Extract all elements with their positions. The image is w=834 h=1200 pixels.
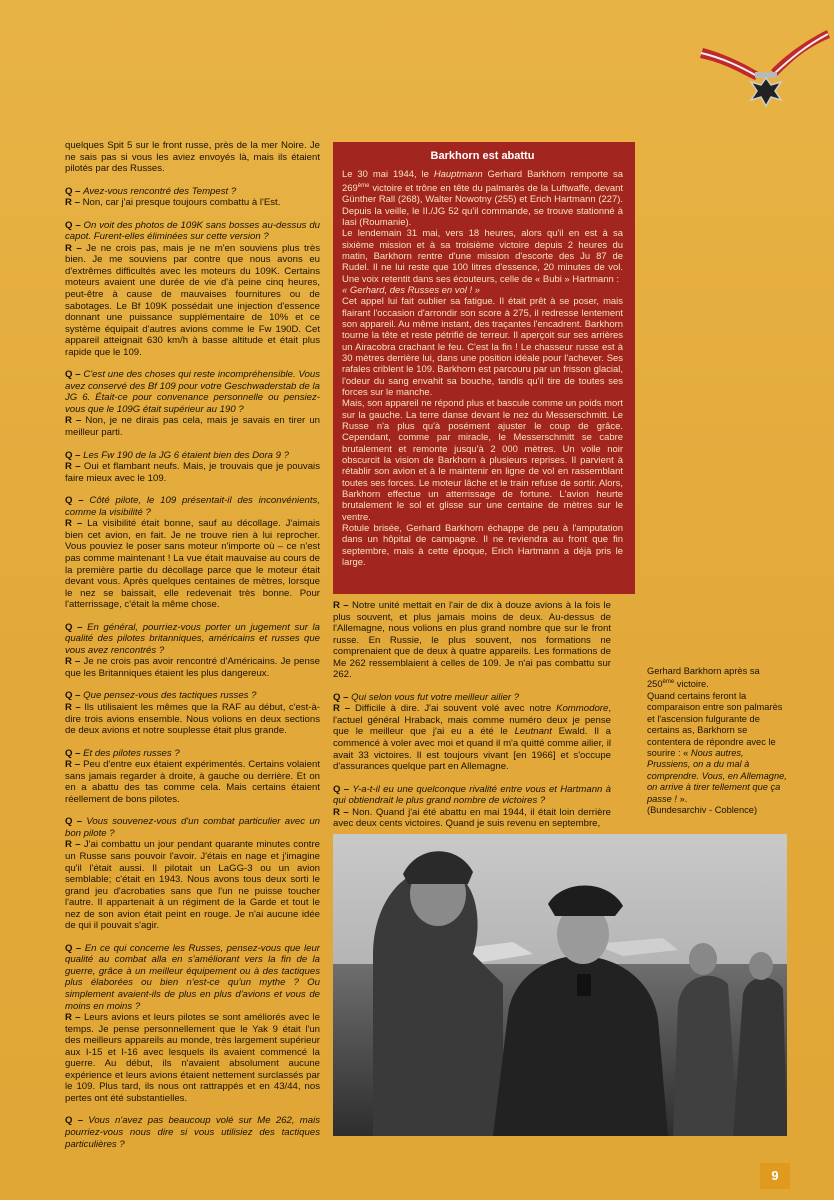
knights-cross-ribbon-icon	[695, 18, 834, 113]
answer: R – Difficile à dire. J'ai souvent volé avec notre Kommodore, l'actuel général Hraback, mais comme numéro deux je pense que le meilleur que j'ai eu a été le Leutnant Ewald. Il a commencé à voler avec moi et quand il m'a quitté comme ailier, il avait 33 victoires. Il est toujours vivant [en 1966] et s'occupe d'assurances quelque part en Allemagne.	[333, 703, 611, 773]
answer: R – La visibilité était bonne, sauf au décollage. J'aimais bien cet avion, en fait. Je ne trouve rien à lui reprocher. Vous pouviez le poser sans moteur n'importe où – ce n'est pas comme maintenant ! La vue était mauvaise au cours de la première partie du décollage parce que le moteur était devant vous. Après quelques centaines de mètres, lorsque le nez se baissait, elle redevenait très bonne. Pour l'atterrissage, c'était la même chose.	[65, 518, 320, 611]
answer: R – Je ne crois pas, mais je ne m'en souviens plus très bien. Je me souviens par contre que nous avons eu d'extrêmes difficultés avec les moteurs du 109K. Certains moteurs avaient une durée de vie d'à peine cinq heures, peut-être à cause de mauvaises fournitures ou de sabotages. Le Bf 109K possédait une injection d'essence donnant une puissance supplémentaire de 10% et ce système équipait d'autres avions comme le Fw 190D. Cet appareil atteignait 630 km/h à basse altitude et était plus rapide que le 109.	[65, 242, 320, 358]
question: Q – Et des pilotes russes ?	[65, 747, 180, 759]
question: Q – On voit des photos de 109K sans bosses au-dessus du capot. Furent-elles éliminées sur cette version ?	[65, 219, 320, 243]
answer: quelques Spit 5 sur le front russe, près de la mer Noire. Je ne sais pas si vous les aviez envoyés là, mais ils étaient pilotés par des Russes.	[65, 140, 320, 175]
question: Q – Côté pilote, le 109 présentait-il des inconvénients, comme la visibilité ?	[65, 495, 320, 518]
box-paragraph: Le 30 mai 1944, le Hauptmann Gerhard Barkhorn remporte sa 269ème victoire et trône en tête du palmarès de la Luftwaffe, devant Günther Rall (268), Walter Nowotny (255) et Erich Hartmann (227). Depuis la veille, le II./JG 52 qu'il commande, se trouve stationné à Iasi (Roumanie).	[342, 169, 623, 228]
question: Q – Que pensez-vous des tactiques russes ?	[65, 690, 257, 702]
answer: R – Non, car j'ai presque toujours combattu à l'Est.	[65, 197, 281, 209]
question: Q – Avez-vous rencontré des Tempest ?	[65, 185, 237, 197]
answer: R – Ils utilisaient les mêmes que la RAF au début, c'est-à-dire trois avions ensemble. Nous volions en deux sections de deux avions et notre souplesse était plus grande.	[65, 701, 320, 737]
question: Q – Vous souvenez-vous d'un combat particulier avec un bon pilote ?	[65, 816, 320, 839]
answer: R – Non. Quand j'ai été abattu en mai 1944, il était loin derrière avec deux cents victoires. Quand je suis revenu en septembre,	[333, 806, 611, 830]
photo-credit: (Bundesarchiv - Coblence)	[647, 804, 758, 815]
box-paragraph: Le lendemain 31 mai, vers 18 heures, alors qu'il en est à sa sixième mission et à sa troisième victoire depuis 2 heures du matin, Barkhorn rentre d'une mission d'escorte des Ju 87 de Rudel. Il ne lui reste que 100 litres d'essence, 20 minutes de vol. Une voix retentit dans ses écouteurs, celle de « Bubi » Hartmann : « Gerhard, des Russes en vol ! »	[342, 228, 623, 296]
question: Q – Qui selon vous fut votre meilleur ailier ?	[333, 691, 520, 703]
box-paragraph: Mais, son appareil ne répond plus et bascule comme un poids mort sur la gauche. La terre danse devant le nez du Messerschmitt. Le Russe n'a plus qu'à posément ajuster le coup de grâce. Cependant, comme par miracle, le Messerschmitt se cabre brutalement et remonte jusqu'à 2 000 mètres. Un voile noir obscurcit la vision de Barkhorn à plusieurs reprises. Il parvient à rétablir son avion et à le maintenir en ligne de vol en rassemblant toutes ses forces. Le moteur lâche et le train refuse de sortir. Alors, Barkhorn effectue un atterrissage de fortune. L'avion heurte brutalement le sol et glisse sur une centaine de mètres sur le ventre.	[342, 398, 623, 523]
answer: R – J'ai combattu un jour pendant quarante minutes contre un Russe sans pouvoir l'avoir. J'étais en nage et j'imagine qu'il l'était aussi. Il pilotait un LaGG-3 ou un avion semblable; c'était en 1943. Nous avons tous deux sorti le grand jeu d'acrobaties sans que l'un ne puisse toucher l'autre. Il appartenait à un régiment de la Garde et tout le nez de son avion était peint en rouge. Je n'ai aucune idée de qui il pouvait s'agir.	[65, 839, 320, 932]
box-title: Barkhorn est abattu	[430, 150, 535, 162]
photo-caption: Gerhard Barkhorn après sa 250ème victoire. Quand certains feront la comparaison entre son palmarès et l'ascension fulgurante de certains as, Barkhorn se contentera de répondre avec le sourire : « Nous autres, Prussiens, on a du mal à comprendre. Vous, en Allemagne, on arrive à tirer tellement que ça passe ! ». (Bundesarchiv - Coblence)	[647, 666, 787, 815]
answer: R – Non, je ne dirais pas cela, mais je savais en tirer un meilleur parti.	[65, 415, 320, 439]
sidebar-box	[333, 142, 635, 594]
answer: R – Peu d'entre eux étaient expérimentés. Certains volaient sans jamais regarder à droite, à gauche ou derrière. Et on en a abattu des tas comme cela. Mais certains étaient réellement de bons pilotes.	[65, 759, 320, 805]
question: Q – Les Fw 190 de la JG 6 étaient bien des Dora 9 ?	[65, 449, 289, 461]
historical-photo	[333, 834, 787, 1136]
question: Q – C'est une des choses qui reste incompréhensible. Vous avez conservé des Bf 109 pour votre Geschwaderstab de la JG 6. Était-ce pour convenance personnelle ou pensiez-vous que le 109G était supérieur au 190 ?	[65, 369, 320, 415]
question: Q – En ce qui concerne les Russes, pensez-vous que leur qualité au combat alla en s'améliorant vers la fin de la guerre, grâce à un meilleur équipement ou à des tactiques plus élaborées ou bien n'est-ce qu'un mythe ? Ou simplement avaient-ils de plus en plus d'avions et vous de moins en moins ?	[65, 942, 320, 1012]
question: Q – Y-a-t-il eu une quelconque rivalité entre vous et Hartmann à qui obtiendrait le plus grand nombre de victoires ?	[333, 783, 611, 807]
question: Q – Vous n'avez pas beaucoup volé sur Me 262, mais pourriez-vous nous dire si vous utilisiez des tactiques particulières ?	[65, 1115, 320, 1150]
answer: R – Oui et flambant neufs. Mais, je trouvais que je pouvais faire mieux avec le 109.	[65, 461, 320, 484]
box-paragraph: Cet appel lui fait oublier sa fatigue. Il était prêt à se poser, mais flairant l'occasion d'arrondir son score à 275, il redresse lentement son appareil. Au même instant, des traçantes l'encadrent. Barkhorn tourne la tête et reste pétrifié de terreur. Il aperçoit sur ses arrières un Airacobra crachant le feu. C'est la fin ! Le chasseur russe est à 30 mètres derrière lui, dans une position idéale pour l'achever. Ses rafales criblent le 109. Barkhorn est parcouru par un frisson glacial, l'odeur du sang envahit sa bouche, tandis qu'il tire de toutes ses forces sur le manche.	[342, 296, 623, 399]
middle-column	[333, 600, 611, 841]
box-paragraph: Rotule brisée, Gerhard Barkhorn échappe de peu à l'amputation dans un hôpital de campagne. Il ne reviendra au front que fin septembre, mais à cette époque, Erich Hartmann a déjà pris le large.	[342, 523, 623, 569]
question: Q – En général, pourriez-vous porter un jugement sur la qualité des pilotes britanniques, américains et russes que vous avez rencontrés ?	[65, 621, 320, 656]
page-number: 9	[760, 1163, 790, 1189]
answer: R – Notre unité mettait en l'air de dix à douze avions à la fois le plus souvent, et plus jamais moins de deux. Au-dessus de l'Allemagne, nous volions en plus grand nombre que sur le front russe. En Russie, le plus souvent, nos formations ne comprenaient que de deux à quatre appareils. Les formations de Me 262 ressemblaient à celles de 109. Je n'ai pas combattu sur 262.	[333, 600, 611, 681]
answer: R – Je ne crois pas avoir rencontré d'Américains. Je pense que les Britanniques étaient les plus dangereux.	[65, 656, 320, 679]
answer: R – Leurs avions et leurs pilotes se sont améliorés avec le temps. Je pense personnellement que le Yak 9 était l'un des meilleurs appareils au monde, très largement supérieur aux I-15 et I-16 avec lesquels ils avaient commencé la guerre. Au début, ils n'avaient absolument aucune expérience et leurs avions étaient nettement surclassés par le 109. Plus tard, ils nous ont rattrappés et en 43/44, nos pertes ont été substantielles.	[65, 1012, 320, 1104]
left-column	[65, 140, 320, 1150]
